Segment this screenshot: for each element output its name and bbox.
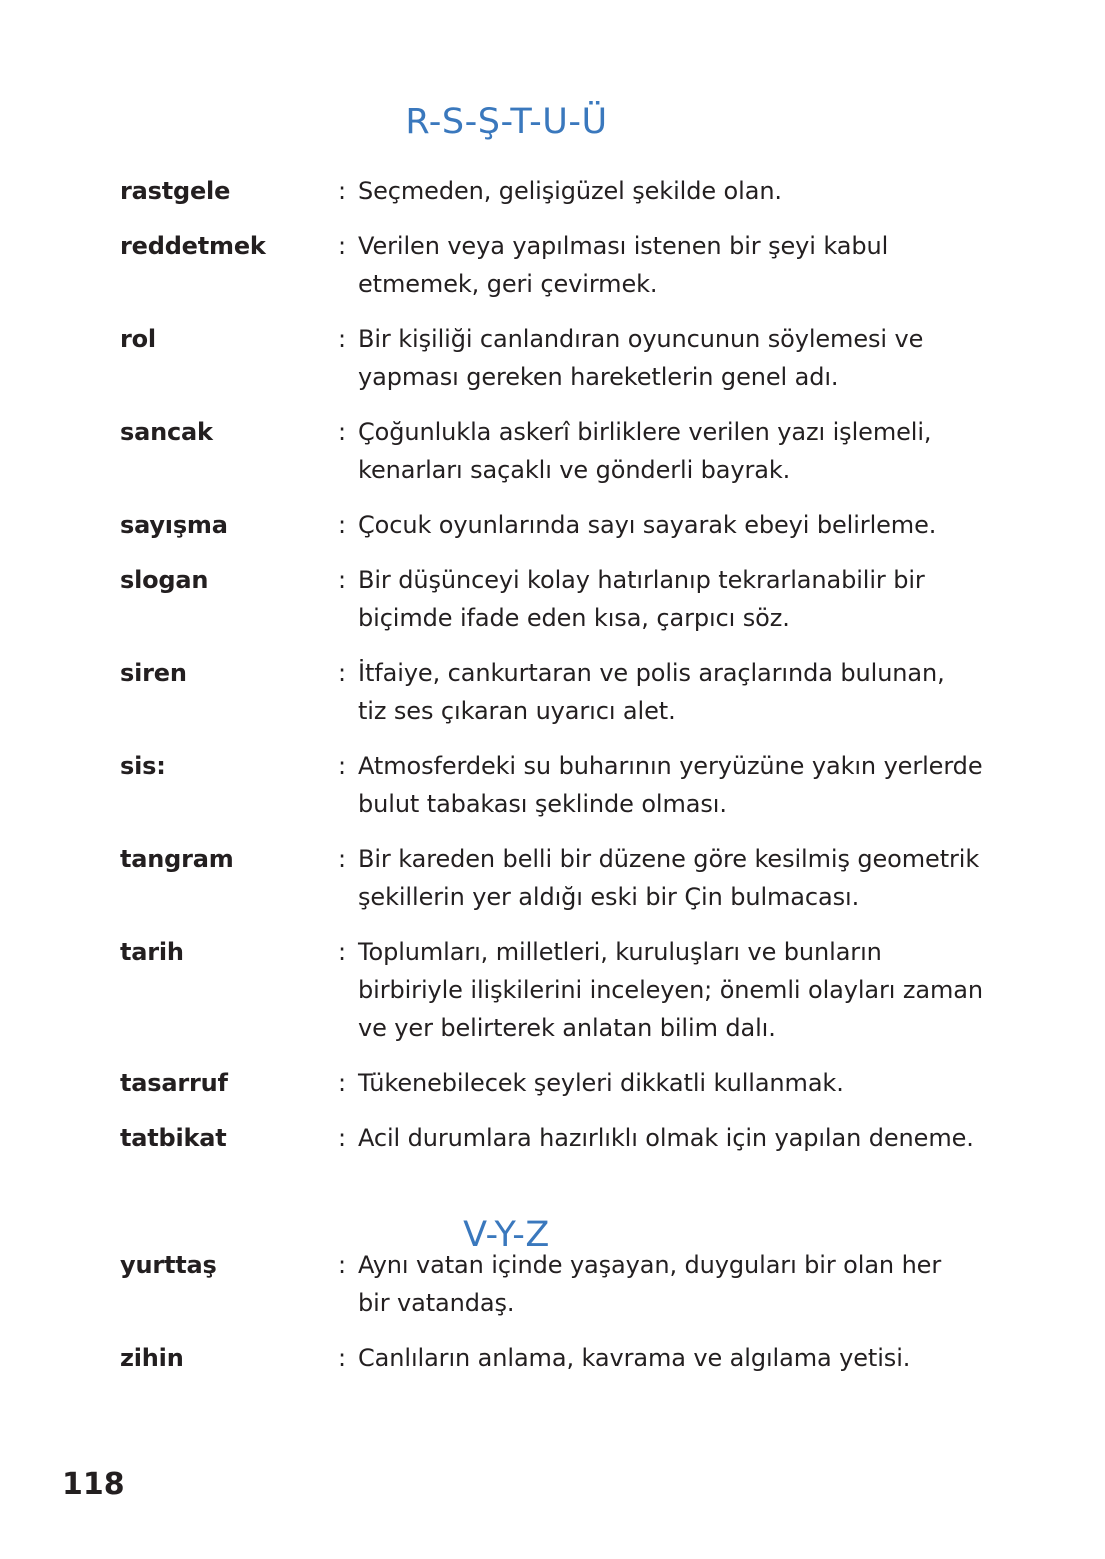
term-definition-separator: :: [338, 845, 347, 873]
definition-line: bulut tabakası şeklinde olması.: [358, 790, 727, 818]
term-definition-separator: :: [338, 566, 347, 594]
glossary-entry: [120, 413, 1020, 489]
glossary-entry: [120, 227, 1020, 303]
definition-line: birbiriyle ilişkilerini inceleyen; önemli olayları zaman: [358, 976, 983, 1004]
term-definition-separator: :: [338, 938, 347, 966]
glossary-term: sancak: [120, 418, 213, 446]
glossary-entry: [120, 654, 1020, 730]
glossary-entry: [120, 933, 1020, 1047]
glossary-definition: [358, 654, 1020, 730]
definition-line: Atmosferdeki su buharının yeryüzüne yakın yerlerde: [358, 752, 983, 780]
glossary-definition: [358, 1119, 1020, 1157]
glossary-term: zihin: [120, 1344, 184, 1372]
glossary-definition: [358, 227, 1020, 303]
glossary-entry: [120, 320, 1020, 396]
glossary-term: tatbikat: [120, 1124, 227, 1152]
glossary-term: sis:: [120, 752, 166, 780]
glossary-term: reddetmek: [120, 232, 266, 260]
glossary-term: tasarruf: [120, 1069, 228, 1097]
glossary-definition: [358, 840, 1020, 916]
term-definition-separator: :: [338, 1069, 347, 1097]
term-definition-separator: :: [338, 1124, 347, 1152]
term-definition-separator: :: [338, 752, 347, 780]
definition-line: tiz ses çıkaran uyarıcı alet.: [358, 697, 676, 725]
definition-line: Bir düşünceyi kolay hatırlanıp tekrarlanabilir bir: [358, 566, 925, 594]
glossary-term: yurttaş: [120, 1251, 217, 1279]
definition-line: yapması gereken hareketlerin genel adı.: [358, 363, 839, 391]
glossary-definition: [358, 506, 1020, 544]
glossary-term: rastgele: [120, 177, 231, 205]
glossary-term: siren: [120, 659, 187, 687]
glossary-entry: [120, 506, 1020, 544]
glossary-definition: [358, 1339, 1020, 1377]
definition-line: ve yer belirterek anlatan bilim dalı.: [358, 1014, 776, 1042]
definition-line: Tükenebilecek şeyleri dikkatli kullanmak.: [358, 1069, 844, 1097]
term-definition-separator: :: [338, 511, 347, 539]
glossary-definition: [358, 1246, 1020, 1322]
glossary-definition: [358, 933, 1020, 1047]
glossary-entry: [120, 1064, 1020, 1102]
definition-line: Aynı vatan içinde yaşayan, duyguları bir olan her: [358, 1251, 942, 1279]
glossary-definition: [358, 172, 1020, 210]
glossary-term: slogan: [120, 566, 209, 594]
definition-line: Seçmeden, gelişigüzel şekilde olan.: [358, 177, 782, 205]
glossary-term: sayışma: [120, 511, 228, 539]
definition-line: şekillerin yer aldığı eski bir Çin bulmacası.: [358, 883, 860, 911]
definition-line: Toplumları, milletleri, kuruluşları ve bunların: [358, 938, 882, 966]
glossary-definition: [358, 561, 1020, 637]
term-definition-separator: :: [338, 177, 347, 205]
definition-line: İtfaiye, cankurtaran ve polis araçlarında bulunan,: [358, 659, 945, 687]
definition-line: etmemek, geri çevirmek.: [358, 270, 658, 298]
glossary-entry: [120, 1339, 1020, 1377]
term-definition-separator: :: [338, 1251, 347, 1279]
term-definition-separator: :: [338, 659, 347, 687]
glossary-entries-list: [120, 172, 1020, 1394]
glossary-definition: [358, 747, 1020, 823]
glossary-term: tangram: [120, 845, 234, 873]
glossary-entry: [120, 840, 1020, 916]
glossary-term: tarih: [120, 938, 184, 966]
definition-line: bir vatandaş.: [358, 1289, 515, 1317]
glossary-definition: [358, 320, 1020, 396]
page-number: 118: [62, 1467, 125, 1502]
section-heading-v-y-z: V-Y-Z: [463, 1215, 550, 1255]
definition-line: biçimde ifade eden kısa, çarpıcı söz.: [358, 604, 790, 632]
term-definition-separator: :: [338, 325, 347, 353]
section-heading-spacer: [120, 1174, 1020, 1246]
glossary-entry: [120, 1246, 1020, 1322]
definition-line: Bir kişiliği canlandıran oyuncunun söylemesi ve: [358, 325, 924, 353]
definition-line: kenarları saçaklı ve gönderli bayrak.: [358, 456, 791, 484]
section-heading-r-s-s-t-u-u: R-S-Ş-T-U-Ü: [405, 102, 608, 142]
glossary-entry: [120, 561, 1020, 637]
definition-line: Canlıların anlama, kavrama ve algılama yetisi.: [358, 1344, 911, 1372]
definition-line: Çoğunlukla askerî birliklere verilen yazı işlemeli,: [358, 418, 932, 446]
definition-line: Verilen veya yapılması istenen bir şeyi kabul: [358, 232, 889, 260]
glossary-definition: [358, 1064, 1020, 1102]
glossary-entry: [120, 747, 1020, 823]
definition-line: Bir kareden belli bir düzene göre kesilmiş geometrik: [358, 845, 980, 873]
term-definition-separator: :: [338, 1344, 347, 1372]
glossary-term: rol: [120, 325, 156, 353]
glossary-entry: [120, 1119, 1020, 1157]
glossary-entry: [120, 172, 1020, 210]
glossary-definition: [358, 413, 1020, 489]
definition-line: Çocuk oyunlarında sayı sayarak ebeyi belirleme.: [358, 511, 937, 539]
term-definition-separator: :: [338, 418, 347, 446]
definition-line: Acil durumlara hazırlıklı olmak için yapılan deneme.: [358, 1124, 974, 1152]
term-definition-separator: :: [338, 232, 347, 260]
